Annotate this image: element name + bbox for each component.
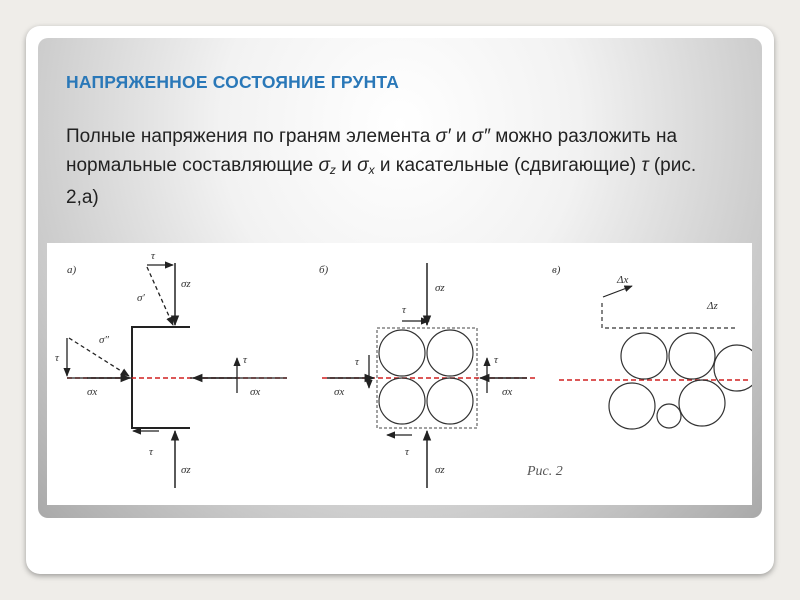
tau-bottom-label-b: τ bbox=[405, 446, 409, 458]
delta-x-arrow bbox=[603, 286, 632, 297]
panel-c bbox=[526, 264, 752, 479]
particle bbox=[679, 380, 725, 426]
figure-caption: Рис. 2 bbox=[527, 464, 563, 479]
tau-right-label-b: τ bbox=[494, 354, 498, 366]
tau-right-label: τ bbox=[243, 354, 247, 366]
panel-b-label: б) bbox=[319, 264, 329, 276]
sigma-prime-arrow bbox=[147, 267, 173, 325]
particle bbox=[379, 330, 425, 376]
particle bbox=[427, 378, 473, 424]
sigma-prime-label: σ′ bbox=[137, 292, 145, 304]
delta-z-label: Δz bbox=[707, 300, 718, 312]
sigma-dprime-label: σ″ bbox=[99, 334, 110, 346]
particle bbox=[621, 333, 667, 379]
sigma-x-right-label-b: σx bbox=[502, 386, 513, 398]
panel-a bbox=[55, 250, 287, 488]
panel-b bbox=[319, 263, 537, 488]
particle bbox=[379, 378, 425, 424]
sigma-x-left-label: σx bbox=[87, 386, 98, 398]
slide-body-text: Полные напряжения по граням элемента σ′ и σ″ можно разложить на нормальные составляющие $\sigma_z$ и $\sigma_x$ и касательные (сдвигающие) τ (рис. 2,а) bbox=[66, 126, 697, 208]
slide-title: НАПРЯЖЕННОЕ СОСТОЯНИЕ ГРУНТА bbox=[66, 72, 400, 92]
sigma-z-top-label: σz bbox=[181, 278, 191, 290]
figure-stress-diagram bbox=[47, 243, 752, 505]
panel-a-label: а) bbox=[67, 264, 77, 276]
particle bbox=[714, 345, 752, 391]
sigma-x-left-label-b: σx bbox=[334, 386, 345, 398]
sigma-z-bottom-label: σz bbox=[181, 464, 191, 476]
particle bbox=[609, 383, 655, 429]
sigma-x-right-label: σx bbox=[250, 386, 261, 398]
sigma-z-bottom-label-b: σz bbox=[435, 464, 445, 476]
figure-svg bbox=[47, 243, 752, 505]
tau-left-label: τ bbox=[55, 352, 59, 364]
panel-c-label: в) bbox=[552, 264, 561, 276]
particle bbox=[427, 330, 473, 376]
particle bbox=[669, 333, 715, 379]
tau-top-label: τ bbox=[151, 250, 155, 262]
delta-x-label: Δx bbox=[617, 274, 629, 286]
tau-top-label-b: τ bbox=[402, 304, 406, 316]
particle bbox=[657, 404, 681, 428]
tau-bottom-label: τ bbox=[149, 446, 153, 458]
sigma-z-top-label-b: σz bbox=[435, 282, 445, 294]
tau-left-label-b: τ bbox=[355, 356, 359, 368]
